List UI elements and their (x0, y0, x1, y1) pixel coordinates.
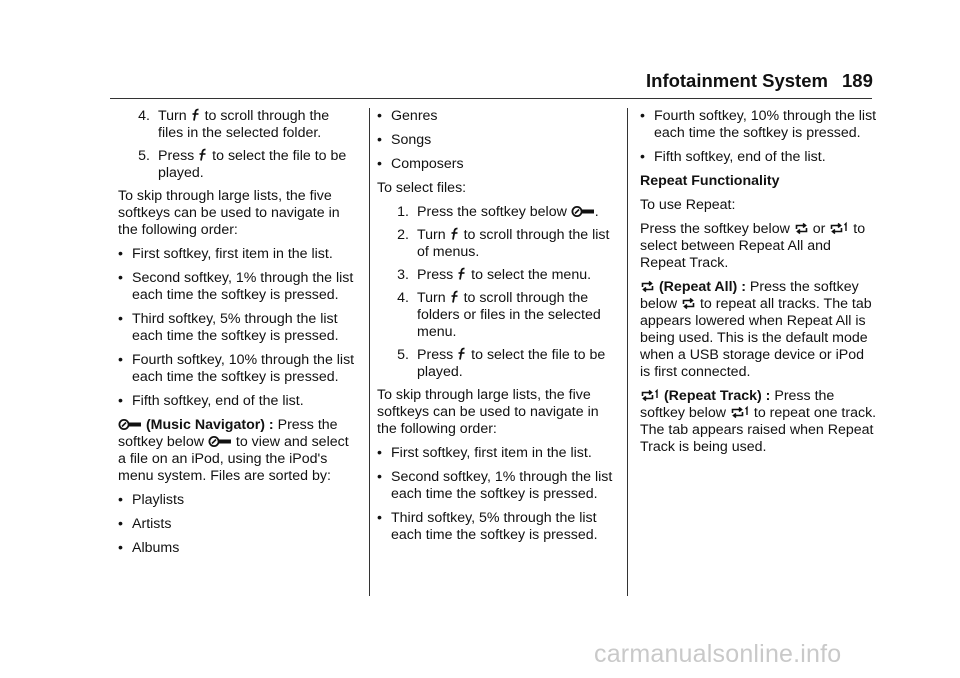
list-item (640, 149, 878, 166)
bullet: • (118, 270, 123, 286)
repeat-all-paragraph (640, 279, 878, 381)
step-text: to scroll through the files in the selected folder. (158, 108, 330, 141)
repeat-track-paragraph (640, 388, 878, 456)
list-item (640, 108, 878, 142)
bullet: • (118, 352, 123, 368)
step-text: to select the menu. (471, 267, 592, 283)
repeat-track-text: to repeat one track. The tab appears raised when Repeat Track is being used. (640, 405, 877, 455)
bullet: • (377, 469, 382, 485)
music-navigator-text: to view and select a file on an iPod, using the iPod's menu system. Files are sorted by: (118, 434, 349, 484)
list-item (377, 445, 617, 462)
step-text: Turn (417, 290, 446, 306)
list-item-text: Third softkey, 5% through the list each time the softkey is pressed. (132, 311, 339, 344)
bullet: • (118, 393, 123, 409)
list-item-text: Fifth softkey, end of the list. (654, 149, 826, 165)
skip-intro-paragraph: To skip through large lists, the five softkeys can be used to navigate in the following order: (118, 188, 340, 238)
step-number: 5. (397, 347, 409, 363)
list-item-text: Second softkey, 1% through the list each time the softkey is pressed. (391, 469, 613, 502)
step-number: 2. (397, 227, 409, 243)
list-item-text: Albums (132, 540, 180, 556)
repeat-all-icon (640, 280, 655, 293)
bullet: • (640, 149, 645, 165)
bullet: • (377, 510, 382, 526)
repeat-track-text: Press the softkey below (640, 388, 835, 421)
tune-knob-icon (450, 290, 460, 304)
column-divider-2 (627, 108, 628, 596)
list-item-text: Fourth softkey, 10% through the list each time the softkey is pressed. (132, 352, 355, 385)
tune-knob-icon (457, 347, 467, 361)
step-2 (377, 227, 617, 261)
list-item (377, 156, 617, 173)
repeat-all-icon (681, 297, 696, 310)
header-title: Infotainment System (646, 70, 828, 91)
list-item (377, 132, 617, 149)
list-item (377, 510, 617, 544)
music-navigator-icon (571, 205, 595, 218)
step-text: to scroll through the folders or files in the selected menu. (417, 290, 601, 340)
bullet: • (377, 108, 382, 124)
step-text: Press (417, 347, 454, 363)
step-5 (377, 347, 617, 381)
list-item (118, 311, 358, 345)
repeat-functionality-heading: Repeat Functionality (640, 173, 780, 189)
step-text: Press (158, 148, 195, 164)
list-item (118, 516, 358, 533)
repeat-all-icon (794, 222, 809, 235)
music-navigator-label: (Music Navigator) : (145, 417, 274, 433)
bullet: • (118, 311, 123, 327)
list-item (118, 540, 358, 557)
list-item-text: Genres (391, 108, 438, 124)
tune-knob-icon (457, 267, 467, 281)
repeat-all-text: Press the softkey below (640, 279, 859, 312)
step-number: 4. (138, 108, 150, 124)
bullet: • (118, 246, 123, 262)
bullet: • (118, 516, 123, 532)
bullet: • (118, 540, 123, 556)
page-number: 189 (842, 70, 873, 91)
list-item-text: Songs (391, 132, 432, 148)
list-item (377, 469, 617, 503)
step-text: to select the file to be played. (417, 347, 606, 380)
list-item-text: Second softkey, 1% through the list each time the softkey is pressed. (132, 270, 354, 303)
repeat-track-label: (Repeat Track) : (663, 388, 771, 404)
step-text: Turn (158, 108, 187, 124)
repeat-instructions (640, 221, 878, 272)
list-item (118, 352, 358, 386)
music-navigator-icon (118, 418, 142, 431)
music-navigator-icon (208, 435, 232, 448)
list-item-text: First softkey, first item in the list. (132, 246, 333, 262)
list-item (118, 270, 358, 304)
header-rule (110, 98, 872, 99)
step-4 (118, 108, 358, 142)
step-text: to scroll through the list of menus. (417, 227, 610, 260)
bullet: • (118, 492, 123, 508)
repeat-one-icon (829, 222, 849, 235)
step-text: Turn (417, 227, 446, 243)
step-number: 3. (397, 267, 409, 283)
repeat-all-label: (Repeat All) : (658, 279, 746, 295)
repeat-text: Press the softkey below (640, 221, 790, 237)
bullet: • (640, 108, 645, 124)
column-divider-1 (369, 108, 370, 596)
list-item-text: Fifth softkey, end of the list. (132, 393, 304, 409)
list-item (118, 492, 358, 509)
column-1 (118, 108, 358, 564)
music-navigator-text: Press the softkey below (118, 417, 338, 450)
step-1 (377, 204, 617, 221)
bullet: • (377, 445, 382, 461)
step-4 (377, 290, 617, 341)
list-item (377, 108, 617, 125)
step-text: to select the file to be played. (158, 148, 347, 181)
to-use-repeat: To use Repeat: (640, 197, 736, 213)
step-text: Press (417, 267, 454, 283)
column-2 (377, 108, 617, 551)
step-text: Press the softkey below (417, 204, 567, 220)
step-5 (118, 148, 358, 182)
bullet: • (377, 156, 382, 172)
music-navigator-paragraph (118, 417, 358, 485)
step-3 (377, 267, 617, 284)
repeat-text: to select between Repeat All and Repeat Track. (640, 221, 866, 271)
list-item (118, 246, 358, 263)
tune-knob-icon (450, 227, 460, 241)
step-number: 4. (397, 290, 409, 306)
repeat-one-icon (640, 389, 660, 402)
column-3 (640, 108, 878, 463)
step-number: 1. (397, 204, 409, 220)
repeat-text: or (812, 221, 826, 237)
list-item (118, 393, 358, 410)
list-item-text: First softkey, first item in the list. (391, 445, 592, 461)
tune-knob-icon (198, 148, 208, 162)
tune-knob-icon (191, 108, 201, 122)
list-item-text: Playlists (132, 492, 185, 508)
repeat-all-text: to repeat all tracks. The tab appears lowered when Repeat All is being used. This is the default mode when a USB storage device or iPod is first connected. (640, 296, 872, 380)
skip-intro-paragraph: To skip through large lists, the five softkeys can be used to navigate in the following order: (377, 387, 599, 437)
list-item-text: Fourth softkey, 10% through the list each time the softkey is pressed. (654, 108, 877, 141)
watermark: carmanualsonline.info (594, 640, 842, 668)
list-item-text: Third softkey, 5% through the list each time the softkey is pressed. (391, 510, 598, 543)
bullet: • (377, 132, 382, 148)
select-files-heading: To select files: (377, 180, 467, 196)
list-item-text: Artists (132, 516, 172, 532)
list-item-text: Composers (391, 156, 464, 172)
step-text: . (594, 204, 599, 220)
repeat-one-icon (730, 406, 750, 419)
step-number: 5. (138, 148, 150, 164)
